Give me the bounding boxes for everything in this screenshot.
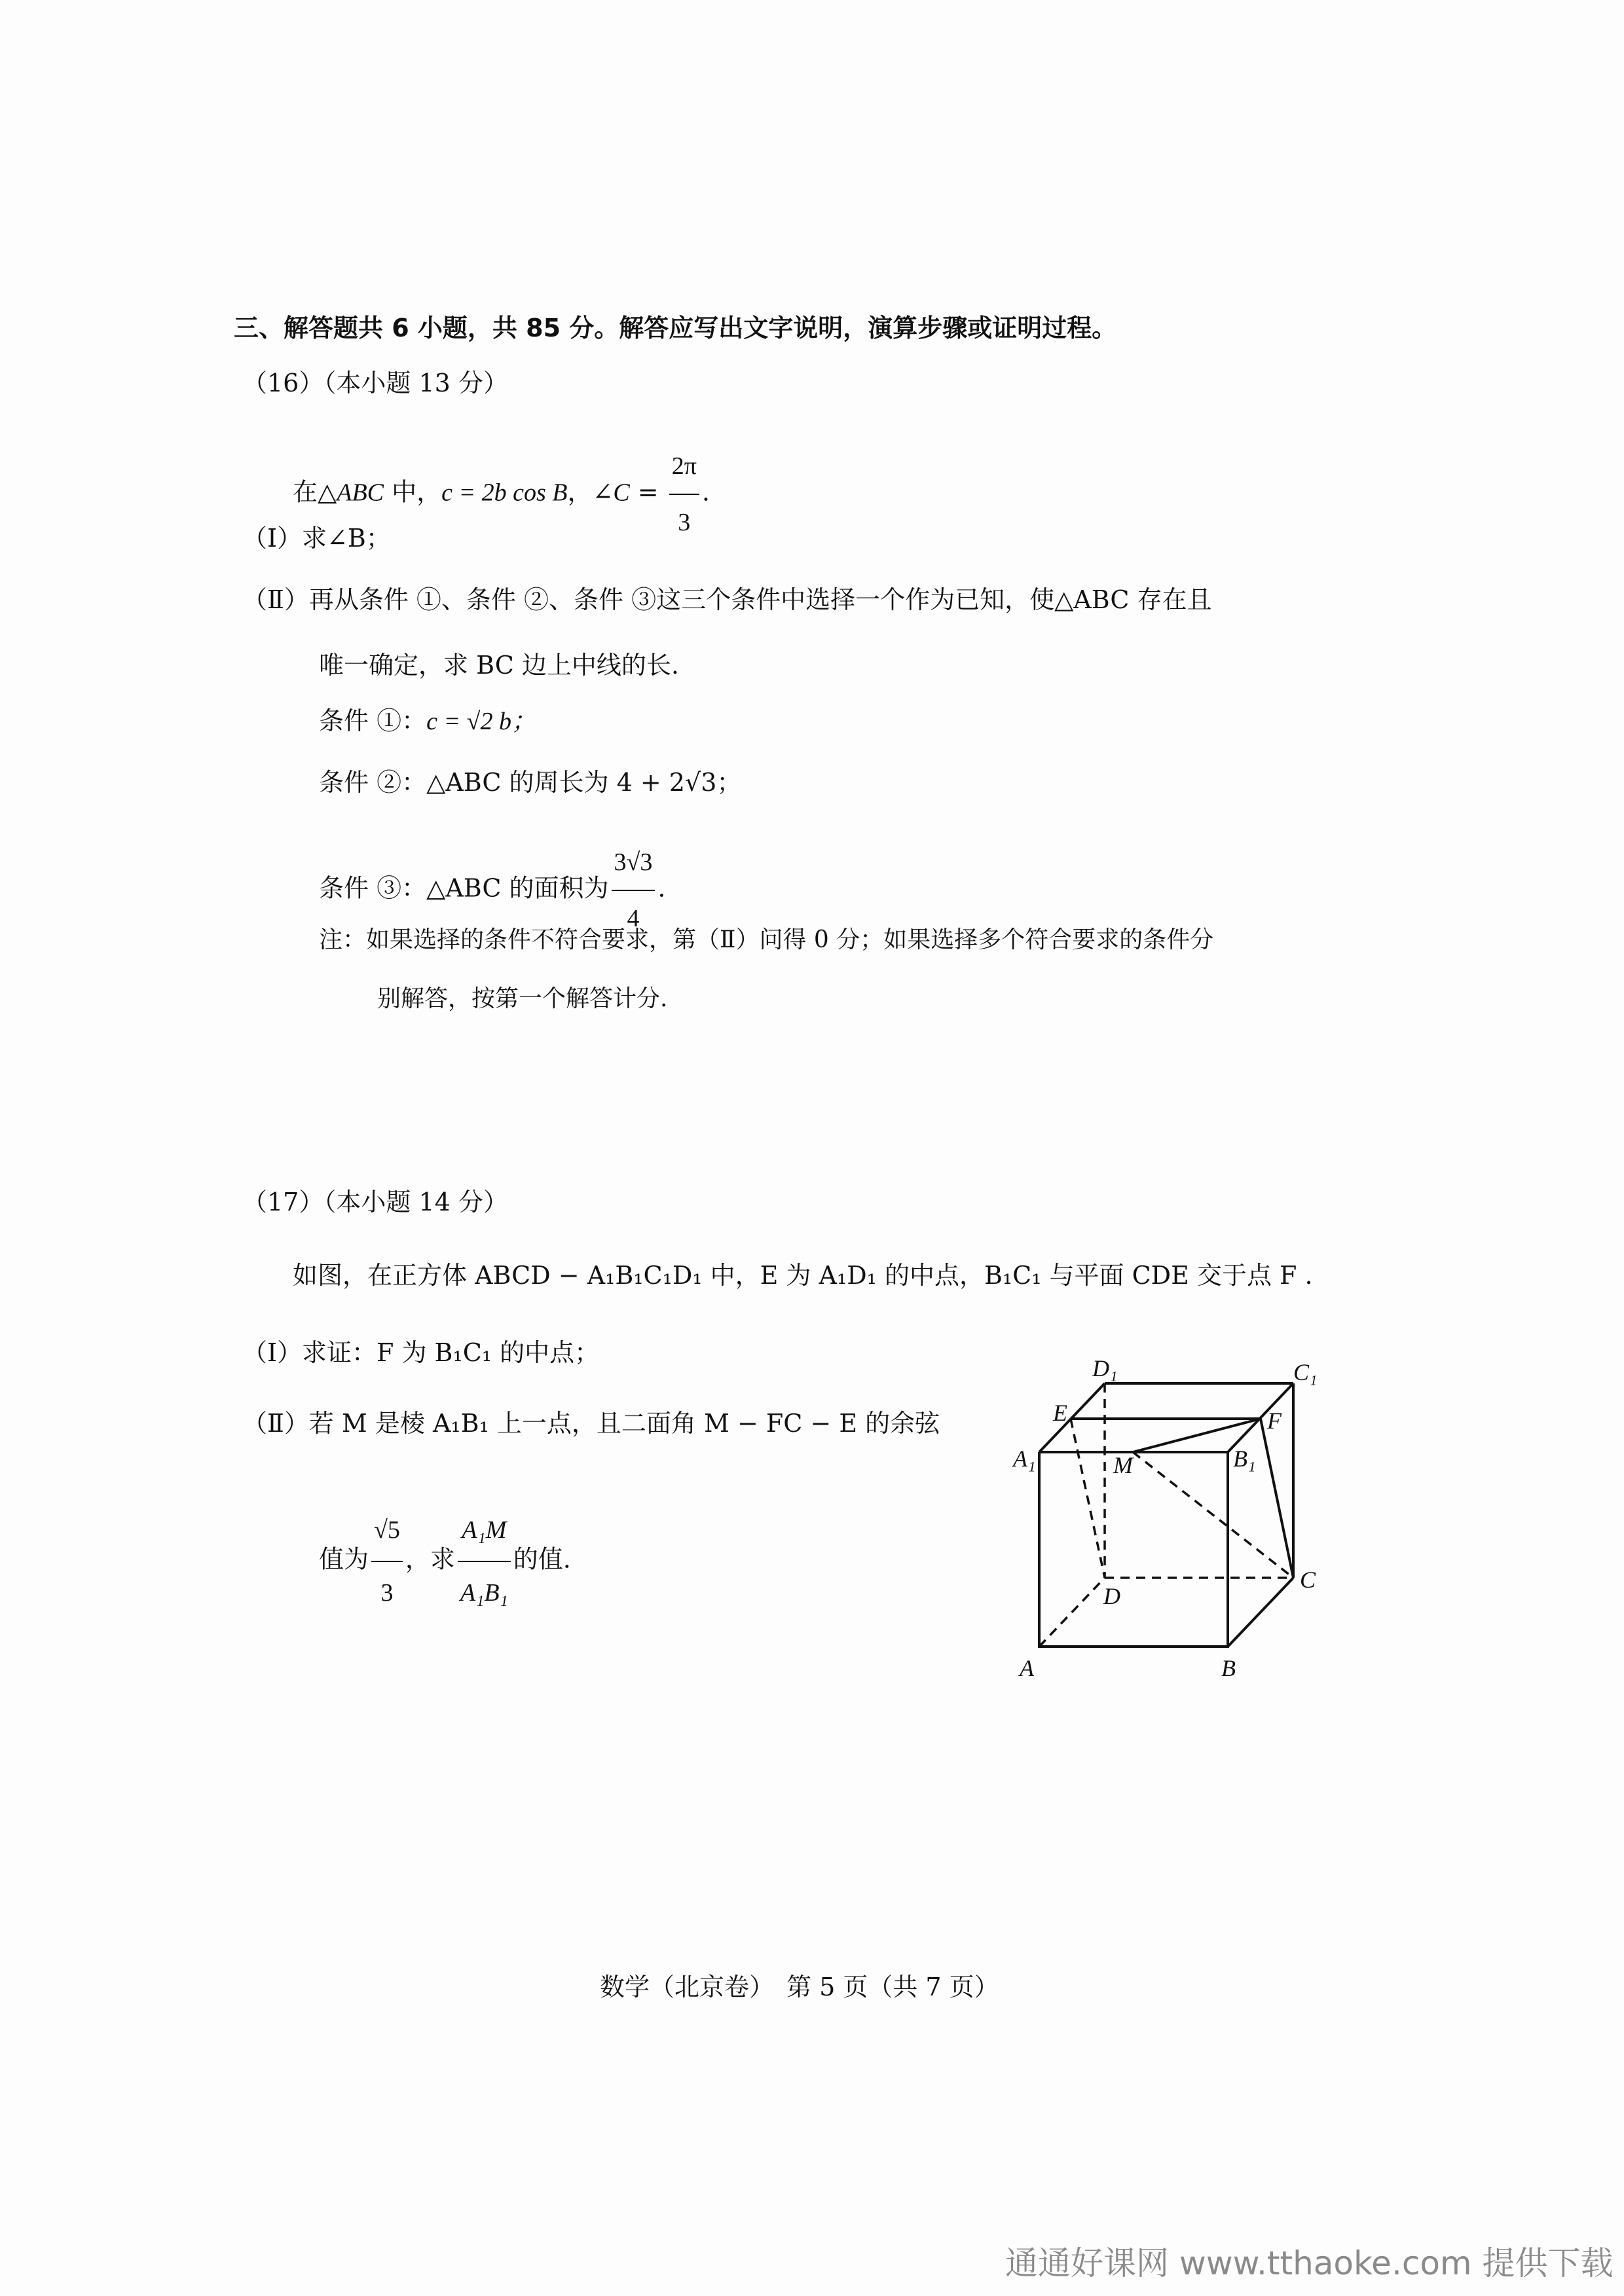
q16-part1: （Ⅰ）求∠B；	[242, 524, 391, 553]
label-m: M	[1113, 1452, 1133, 1478]
label: 条件 ①：	[319, 706, 427, 735]
text: 中，	[384, 477, 442, 507]
text: .	[657, 873, 666, 903]
denominator: A₁B₁	[460, 1579, 508, 1607]
text: 值为	[319, 1544, 369, 1574]
edge-b-c	[1228, 1578, 1293, 1647]
q16-part2-line1: （Ⅱ）再从条件 ①、条件 ②、条件 ③这三个条件中选择一个作为已知，使△ABC 存在且	[242, 585, 1212, 614]
page-footer: 数学（北京卷） 第 5 页（共 7 页）	[600, 1973, 999, 2001]
section-header: 三、解答题共 6 小题，共 85 分。解答应写出文字说明，演算步骤或证明过程。	[234, 314, 1117, 342]
text: △ABC 的周长为 4 + 2√3；	[426, 768, 742, 797]
q16-title: （16）（本小题 13 分）	[242, 369, 508, 397]
q17-part2-line1: （Ⅱ）若 M 是棱 A₁B₁ 上一点，且二面角 M − FC − E 的余弦	[242, 1409, 940, 1438]
segment-f-c	[1261, 1419, 1293, 1578]
numerator: √5	[371, 1499, 403, 1562]
denominator: 3	[380, 1579, 394, 1607]
hidden-segment-m-c	[1133, 1452, 1293, 1578]
note-line2: 别解答，按第一个解答计分.	[377, 985, 668, 1012]
front-face	[1039, 1452, 1228, 1647]
label-a: A	[1020, 1655, 1034, 1681]
denominator: 3	[678, 509, 691, 536]
text: 的值.	[513, 1544, 571, 1574]
label-d: D	[1103, 1583, 1120, 1609]
text: C	[613, 479, 630, 507]
q17-part1: （Ⅰ）求证：F 为 B₁C₁ 的中点；	[242, 1338, 600, 1367]
watermark: 通通好课网 www.tthaoke.com 提供下载	[1005, 2244, 1614, 2282]
numerator: A₁M	[458, 1499, 511, 1562]
label: 条件 ②：	[319, 768, 427, 797]
text: =	[629, 477, 667, 507]
label-e: E	[1053, 1400, 1067, 1426]
label-f: F	[1267, 1408, 1282, 1434]
hidden-edge-a-d	[1039, 1578, 1105, 1647]
equation: c = 2b cos B	[441, 479, 568, 507]
label-c1: C₁	[1293, 1359, 1318, 1385]
text: 在△	[293, 477, 337, 507]
q17-stem: 如图，在正方体 ABCD − A₁B₁C₁D₁ 中，E 为 A₁D₁ 的中点，B₁C₁ 与平面 CDE 交于点 F .	[293, 1261, 1313, 1290]
equation: c = √2 b；	[426, 708, 536, 735]
denominator: 4	[627, 905, 640, 932]
label: 条件 ③：	[319, 873, 427, 903]
text: ，求	[405, 1544, 455, 1574]
hidden-segment-e-d	[1071, 1419, 1105, 1578]
q16-part2-line2: 唯一确定，求 BC 边上中线的长.	[319, 651, 679, 680]
label-b1: B₁	[1233, 1446, 1256, 1472]
numerator: 2π	[669, 439, 699, 495]
label-a1: A₁	[1013, 1446, 1036, 1472]
text: ABC	[337, 479, 384, 507]
label-b: B	[1221, 1655, 1236, 1681]
label-c: C	[1300, 1567, 1316, 1593]
text: ，∠	[567, 477, 614, 507]
q17-title: （17）（本小题 14 分）	[242, 1188, 508, 1216]
label-d1: D₁	[1092, 1355, 1118, 1381]
note-line1: 注：如果选择的条件不符合要求，第（Ⅱ）问得 0 分；如果选择多个符合要求的条件分	[319, 926, 1214, 953]
text: △ABC 的面积为	[426, 873, 609, 903]
numerator: 3√3	[612, 835, 655, 891]
text: .	[701, 477, 710, 507]
